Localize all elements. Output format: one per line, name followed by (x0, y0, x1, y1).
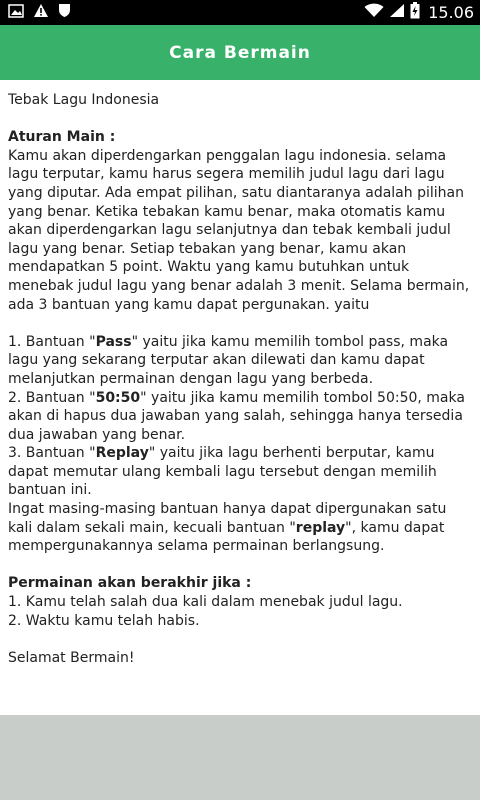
rules-text: Kamu akan diperdengarkan penggalan lagu indonesia. selama lagu terputar, kamu harus segera memilih judul lagu dari lagu yang diputar. Ada empat pilihan, satu diantaranya adalah pilihan yang benar. Ketika tebakan kamu benar, maka otomatis kamu akan diperdengarkan lagu selanjutnya dan tebak kembali judul lagu yang benar. Setiap tebakan yang benar, kamu akan mendapatkan 5 point. Waktu yang kamu butuhkan untuk menebak judul lagu yang benar adalah 3 menit. Selama bermain, ada 3 bantuan yang kamu dapat pergunakan. yaitu (8, 147, 470, 313)
notification-icons (8, 3, 71, 22)
closing-text: Selamat Bermain! (8, 649, 135, 666)
warning-icon (33, 3, 49, 22)
signal-icon (389, 3, 405, 22)
help-replay-name: Replay (95, 445, 149, 462)
end-item: 2. Waktu kamu telah habis. (8, 612, 200, 629)
help-pass-name: Pass (95, 333, 132, 350)
help-note-name: replay (295, 519, 346, 536)
help-5050-name: 50:50 (95, 389, 141, 406)
help-replay: 3. Bantuan "Replay" yaitu jika lagu berhenti berputar, kamu dapat memutar ulang kembali lagu tersebut dengan memilih bantuan ini. (8, 445, 437, 499)
wifi-icon (364, 3, 384, 22)
page-title: Cara Bermain (169, 42, 311, 63)
help-note: Ingat masing-masing bantuan hanya dapat dipergunakan satu kali dalam sekali main, kecuali bantuan "replay", kamu dapat mempergunakannya selama permainan berlangsung. (8, 501, 447, 555)
status-time: 15.06 (428, 3, 474, 22)
empty-footer-area (0, 715, 480, 800)
end-item: 1. Kamu telah salah dua kali dalam menebak judul lagu. (8, 594, 403, 611)
app-bar (0, 25, 480, 80)
game-title: Tebak Lagu Indonesia (8, 92, 160, 108)
system-icons (364, 2, 474, 23)
image-notification-icon (8, 3, 24, 22)
end-heading: Permainan akan berakhir jika : (8, 575, 252, 592)
help-pass: 1. Bantuan "Pass" yaitu jika kamu memilih tombol pass, maka lagu yang sekarang terputar akan dilewati dan kamu dapat melanjutkan permainan dengan lagu yang berbeda. (8, 333, 449, 387)
battery-icon (410, 2, 420, 23)
shield-icon (58, 3, 71, 22)
status-bar (0, 0, 480, 25)
instructions-panel (0, 80, 480, 715)
rules-heading: Aturan Main : (8, 129, 116, 146)
help-5050: 2. Bantuan "50:50" yaitu jika kamu memilih tombol 50:50, maka akan di hapus dua jawaban yang salah, sehingga hanya tersedia dua jawaban yang benar. (8, 389, 465, 443)
